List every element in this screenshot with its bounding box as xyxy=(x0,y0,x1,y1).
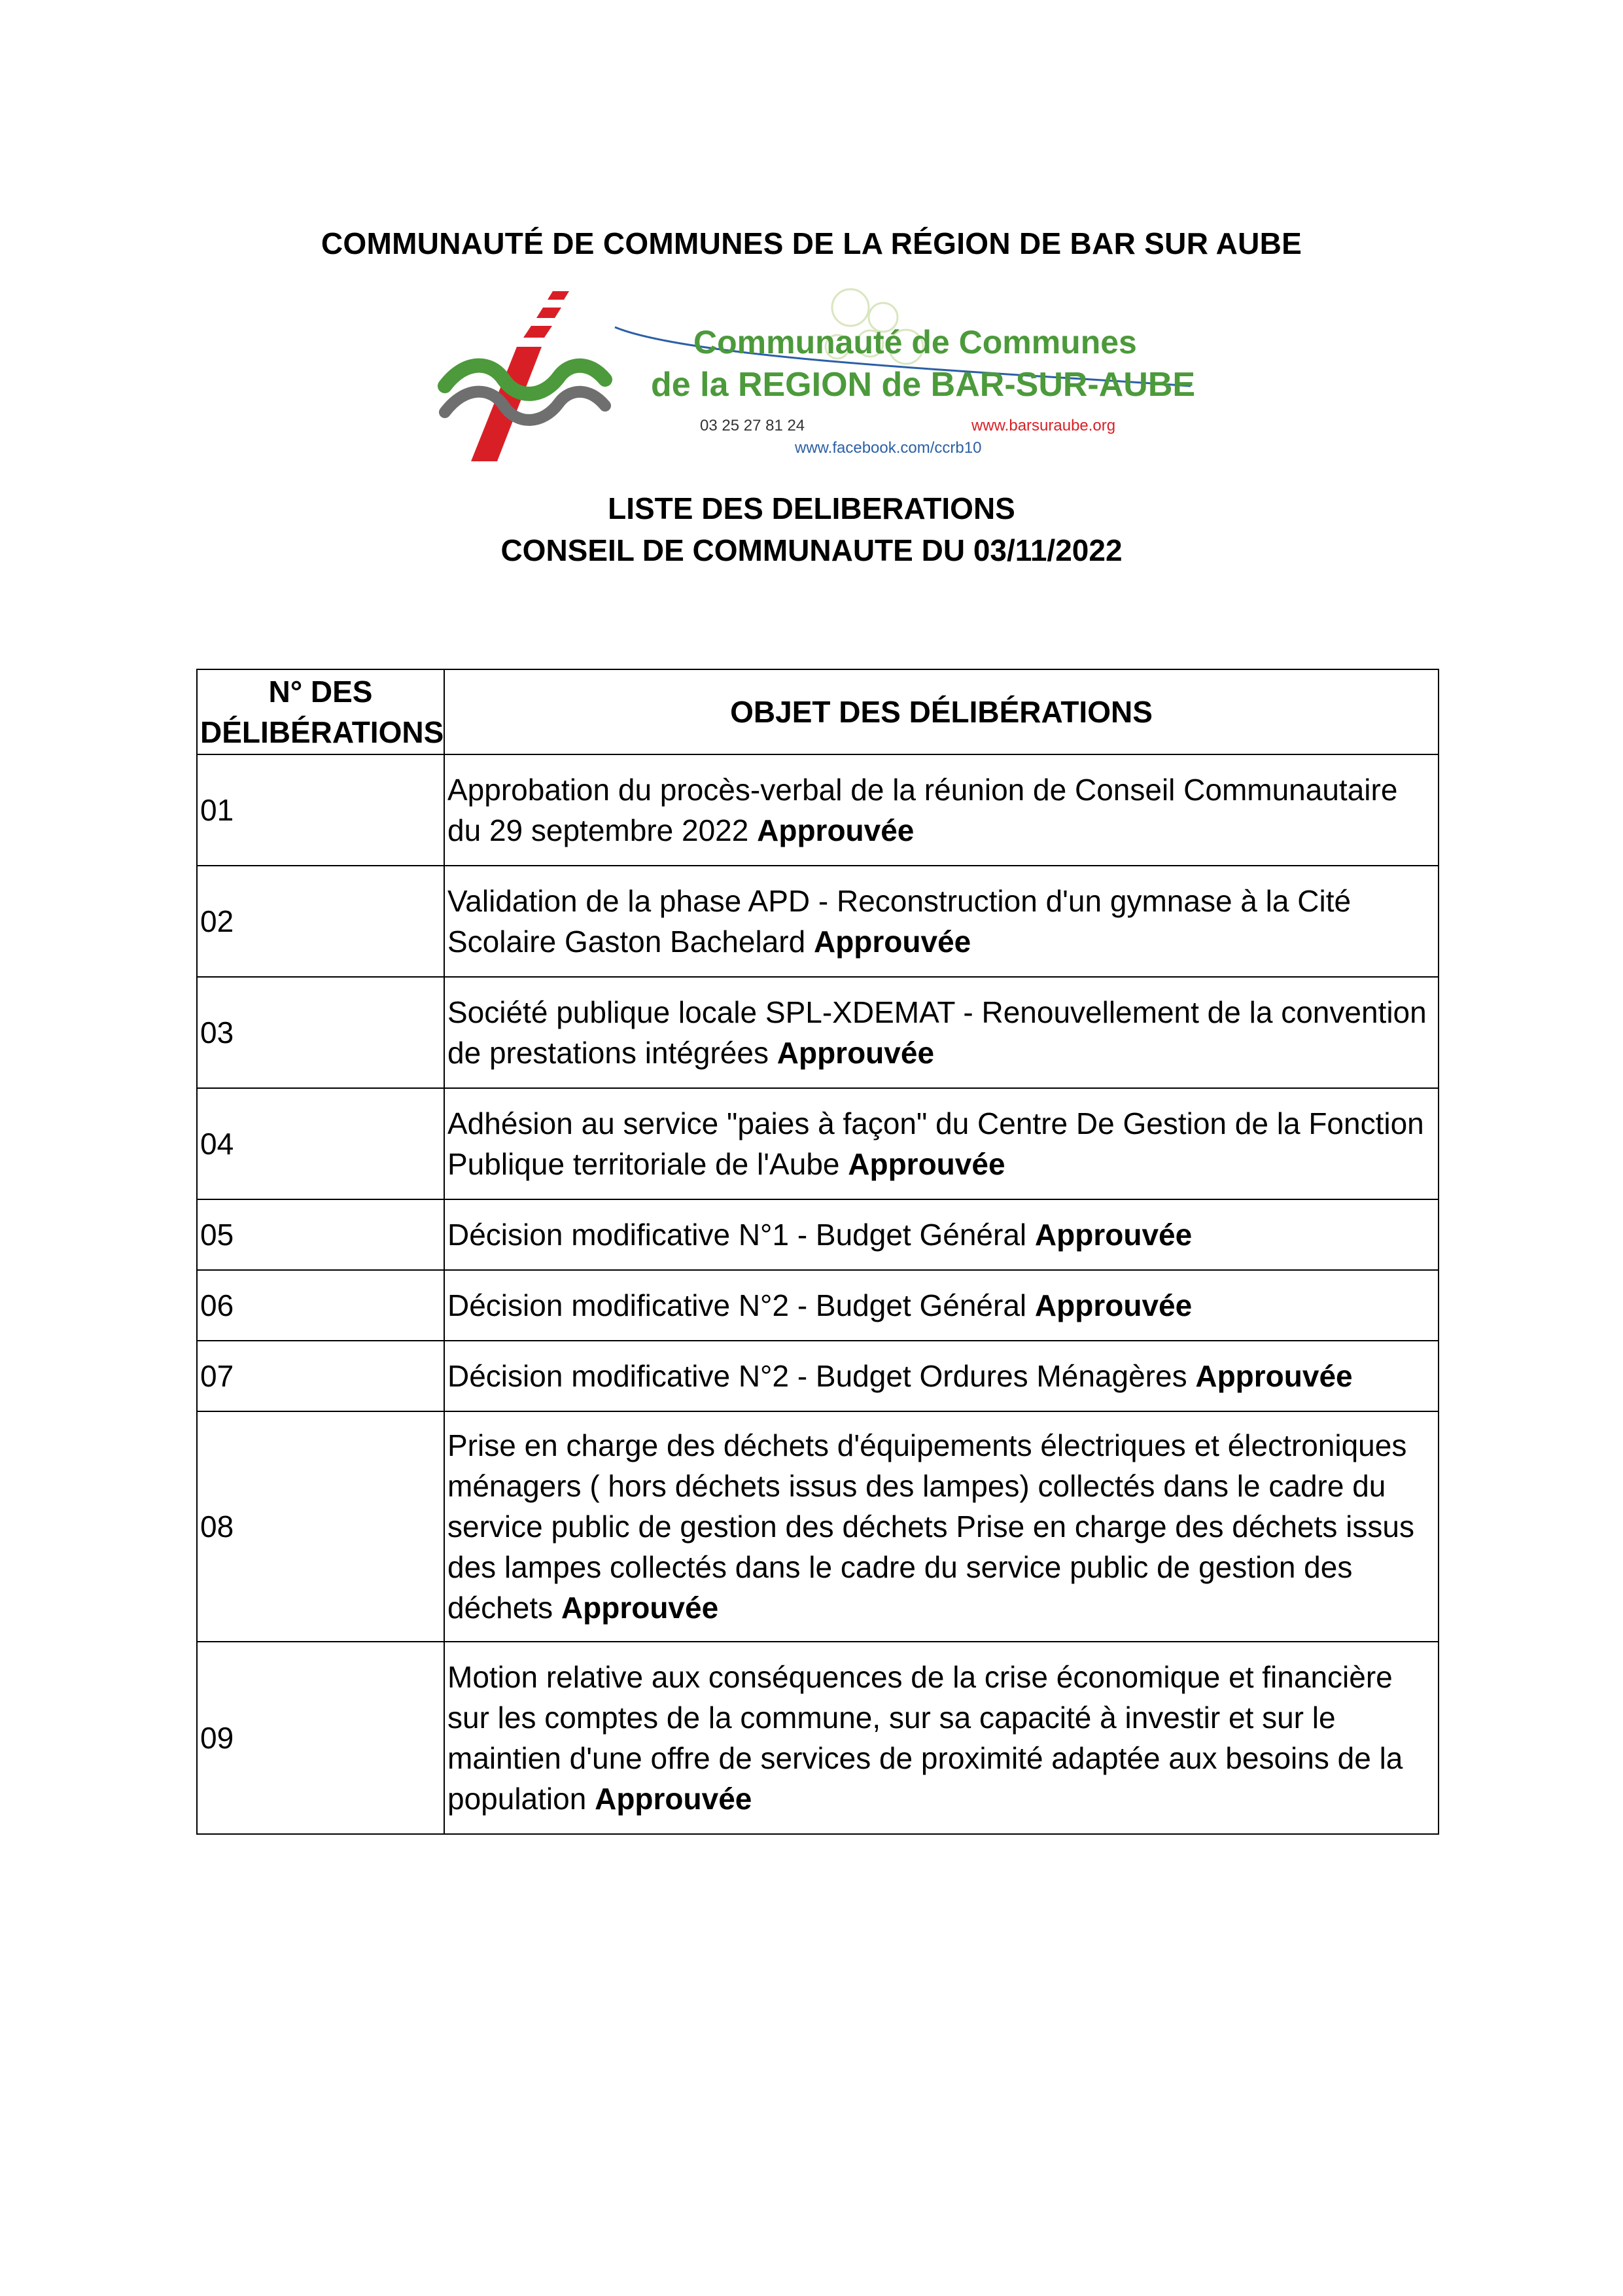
row-text: Motion relative aux conséquences de la crise économique et financière sur les comptes de la commune, sur sa capacité à investir et sur le maintien d'une offre de services de proximité adaptée aux besoins de la population xyxy=(447,1660,1403,1816)
title-line2: CONSEIL DE COMMUNAUTE DU 03/11/2022 xyxy=(500,533,1123,567)
logo-phone: 03 25 27 81 24 xyxy=(700,417,805,434)
table-row xyxy=(197,866,1439,977)
row-text: Approbation du procès-verbal de la réunion de Conseil Communautaire du 29 septembre 2022 xyxy=(447,773,1398,847)
row-status: Approuvée xyxy=(777,1036,935,1070)
table-row xyxy=(197,1642,1439,1834)
deliberations-table xyxy=(196,669,1439,1835)
row-object xyxy=(444,754,1439,866)
row-text: Validation de la phase APD - Reconstruction d'un gymnase à la Cité Scolaire Gaston Bachelard xyxy=(447,884,1352,959)
row-object xyxy=(444,977,1439,1088)
row-number: 09 xyxy=(197,1642,444,1834)
row-object xyxy=(444,1411,1439,1642)
row-number: 01 xyxy=(197,754,444,866)
row-number: 06 xyxy=(197,1270,444,1341)
row-number: 07 xyxy=(197,1341,444,1411)
row-object xyxy=(444,1088,1439,1199)
row-object xyxy=(444,866,1439,977)
row-text: Adhésion au service "paies à façon" du Centre De Gestion de la Fonction Publique territoriale de l'Aube xyxy=(447,1106,1424,1181)
table-row xyxy=(197,1199,1439,1270)
header-number: N° DES DÉLIBÉRATIONS xyxy=(197,669,444,754)
row-number: 04 xyxy=(197,1088,444,1199)
row-status: Approuvée xyxy=(561,1591,719,1625)
document-title xyxy=(0,487,1623,571)
logo-line1: Communauté de Communes xyxy=(693,324,1137,361)
row-status: Approuvée xyxy=(1034,1218,1193,1252)
row-status: Approuvée xyxy=(848,1147,1005,1181)
row-text: Prise en charge des déchets d'équipements électriques et électroniques ménagers ( hors déchets issus des lampes) collectés dans le cadre du service public de gestion des déchets Prise en charge des déchets issus des lampes collectés dans le cadre du service public de gestion des déchets xyxy=(447,1428,1414,1625)
ccrb-logo xyxy=(419,281,1217,471)
table-row xyxy=(197,1411,1439,1642)
table-row xyxy=(197,1088,1439,1199)
row-number: 08 xyxy=(197,1411,444,1642)
row-object xyxy=(444,1642,1439,1834)
row-text: Société publique locale SPL-XDEMAT - Renouvellement de la convention de prestations intégrées xyxy=(447,995,1427,1070)
table-row xyxy=(197,1270,1439,1341)
row-status: Approuvée xyxy=(757,813,915,847)
row-text: Décision modificative N°1 - Budget Général xyxy=(447,1218,1027,1252)
table-row xyxy=(197,754,1439,866)
row-status: Approuvée xyxy=(595,1782,752,1816)
title-line1: LISTE DES DELIBERATIONS xyxy=(608,491,1015,525)
row-text: Décision modificative N°2 - Budget Général xyxy=(447,1288,1027,1322)
logo-facebook: www.facebook.com/ccrb10 xyxy=(795,439,982,457)
row-number: 05 xyxy=(197,1199,444,1270)
row-object xyxy=(444,1270,1439,1341)
table-row xyxy=(197,1341,1439,1411)
organization-title: COMMUNAUTÉ DE COMMUNES DE LA RÉGION DE BAR SUR AUBE xyxy=(321,226,1302,260)
row-number: 03 xyxy=(197,977,444,1088)
header-object: OBJET DES DÉLIBÉRATIONS xyxy=(444,669,1439,754)
table-row xyxy=(197,977,1439,1088)
row-status: Approuvée xyxy=(1034,1288,1193,1322)
row-object xyxy=(444,1341,1439,1411)
logo-line2: de la REGION de BAR-SUR-AUBE xyxy=(651,366,1196,404)
row-status: Approuvée xyxy=(1195,1359,1353,1393)
row-object xyxy=(444,1199,1439,1270)
row-status: Approuvée xyxy=(813,925,971,959)
row-number: 02 xyxy=(197,866,444,977)
table-header-row xyxy=(197,669,1439,754)
logo-website: www.barsuraube.org xyxy=(971,417,1116,434)
row-text: Décision modificative N°2 - Budget Ordures Ménagères xyxy=(447,1359,1187,1393)
